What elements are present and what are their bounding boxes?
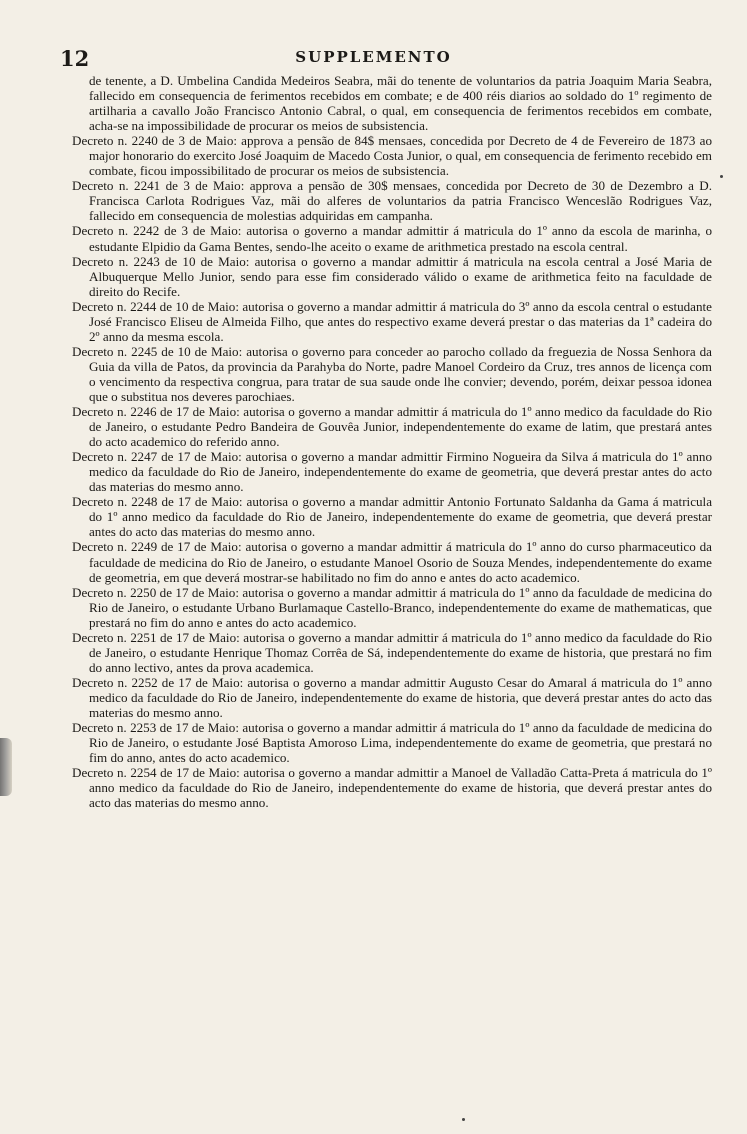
decree-entry: Decreto n. 2241 de 3 de Maio: approva a pensão de 30$ mensaes, concedida por Decreto de 30 de Dezembro a D. Francisca Carlota Rodrigues Vaz, mãi do alferes de voluntarios da patria Francisco Wenceslão Rodrigues Vaz, fallecido em consequencia de molestias adquiridas em campanha. bbox=[72, 178, 712, 224]
decree-entry: Decreto n. 2243 de 10 de Maio: autorisa o governo a mandar admittir á matricula na escola central a José Maria de Albuquerque Mello Junior, sendo para esse fim considerado válido o exame de arithmetica feito na faculdade de direito do Recife. bbox=[72, 253, 712, 299]
decree-list bbox=[72, 73, 712, 810]
decree-entry: Decreto n. 2247 de 17 de Maio: autorisa o governo a mandar admittir Firmino Nogueira da Silva á matricula do 1º anno medico da faculdade do Rio de Janeiro, independentemente do exame de geometria, que deverá prestar antes do acto das materias do mesmo anno. bbox=[72, 449, 712, 495]
page-number: 12 bbox=[60, 46, 90, 71]
decree-entry: Decreto n. 2253 de 17 de Maio: autorisa o governo a mandar admittir á matricula do 1º anno da faculdade de medicina do Rio de Janeiro, o estudante José Baptista Amoroso Lima, independentemente do exame de geometria, que prestará no fim do anno, antes do acto academico. bbox=[72, 720, 712, 766]
decree-entry: Decreto n. 2244 de 10 de Maio: autorisa o governo a mandar admittir á matricula do 3º anno da escola central o estudante José Francisco Eliseu de Almeida Filho, que antes do respectivo exame deverá prestar o das materias da 1ª cadeira do 2º anno da mesma escola. bbox=[72, 298, 712, 344]
decree-entry: Decreto n. 2249 de 17 de Maio: autorisa o governo a mandar admittir á matricula do 1º anno do curso pharmaceutico da faculdade de medicina do Rio de Janeiro, o estudante Manoel Osorio de Souza Mendes, independentemente do exame de geometria, em que deverá mostrar-se habilitado no fim do anno e antes do acto academico. bbox=[72, 539, 712, 585]
decree-entry: Decreto n. 2254 de 17 de Maio: autorisa o governo a mandar admittir a Manoel de Valladão Catta-Preta á matricula do 1º anno medico da faculdade do Rio de Janeiro, independentemente do exame de historia, que deverá prestar antes do acto das materias do mesmo anno. bbox=[72, 765, 712, 811]
paper-speck bbox=[462, 1118, 465, 1121]
decree-entry: Decreto n. 2251 de 17 de Maio: autorisa o governo a mandar admittir á matricula do 1º anno medico da faculdade do Rio de Janeiro, o estudante Henrique Thomaz Corrêa de Sá, independentemente do exame de historia, que prestará no fim do anno lectivo, antes da prova academica. bbox=[72, 629, 712, 675]
decree-entry: Decreto n. 2248 de 17 de Maio: autorisa o governo a mandar admittir Antonio Fortunato Saldanha da Gama á matricula do 1º anno medico da faculdade do Rio de Janeiro, independentemente do exame de geometria, que deverá prestar antes do acto das materias do mesmo anno. bbox=[72, 494, 712, 540]
continuation-paragraph: de tenente, a D. Umbelina Candida Medeiros Seabra, mãi do tenente de voluntarios da patria Joaquim Maria Seabra, fallecido em consequencia de ferimentos recebidos em combate; e de 400 réis diarios ao soldado do 1º regimento de artilharia a cavallo João Francisco Antonio Cabral, o qual, em consequencia de ferimentos recebidos em combate, acha-se na impossibilidade de procurar os meios de subsistencia. bbox=[89, 73, 712, 134]
decree-entry: Decreto n. 2252 de 17 de Maio: autorisa o governo a mandar admittir Augusto Cesar do Amaral á matricula do 1º anno medico da faculdade do Rio de Janeiro, independentemente do exame de historia, que deverá prestar antes do acto das materias do mesmo anno. bbox=[72, 674, 712, 720]
decree-entry: Decreto n. 2246 de 17 de Maio: autorisa o governo a mandar admittir á matricula do 1º anno medico da faculdade do Rio de Janeiro, o estudante Pedro Bandeira de Gouvêa Junior, independentemente do exame de latim, que prestará antes do acto academico do referido anno. bbox=[72, 404, 712, 450]
paper-speck bbox=[720, 175, 723, 178]
decree-entry: Decreto n. 2240 de 3 de Maio: approva a pensão de 84$ mensaes, concedida por Decreto de 4 de Fevereiro de 1873 ao major honorario do exercito José Joaquim de Macedo Costa Junior, o qual, em consequencia de ferimento recebido em combate, ficou impossibilitado de procurar os meios de subsistencia. bbox=[72, 133, 712, 179]
page-header bbox=[0, 46, 747, 71]
running-title: SUPPLEMENTO bbox=[295, 48, 452, 66]
decree-entry: Decreto n. 2242 de 3 de Maio: autorisa o governo a mandar admittir á matricula do 1º anno da escola de marinha, o estudante Elpidio da Gama Bentes, sendo-lhe aceito o exame de arithmetica prestado na escola central. bbox=[72, 223, 712, 254]
binding-edge-mark bbox=[0, 738, 12, 796]
decree-entry: Decreto n. 2250 de 17 de Maio: autorisa o governo a mandar admittir á matricula do 1º anno da faculdade de medicina do Rio de Janeiro, o estudante Urbano Burlamaque Castello-Branco, independentemente do exame de mathematicas, que prestará no fim do anno e antes do acto academico. bbox=[72, 584, 712, 630]
decree-entry: Decreto n. 2245 de 10 de Maio: autorisa o governo para conceder ao parocho collado da freguezia de Nossa Senhora da Guia da villa de Patos, da provincia da Parahyba do Norte, padre Manoel Cordeiro da Cruz, tres annos de licença com o vencimento da respectiva congrua, para tratar de sua saude onde lhe convier; devendo, porém, deixar pessoa idonea que o substitua nos deveres parochiaes. bbox=[72, 343, 712, 404]
